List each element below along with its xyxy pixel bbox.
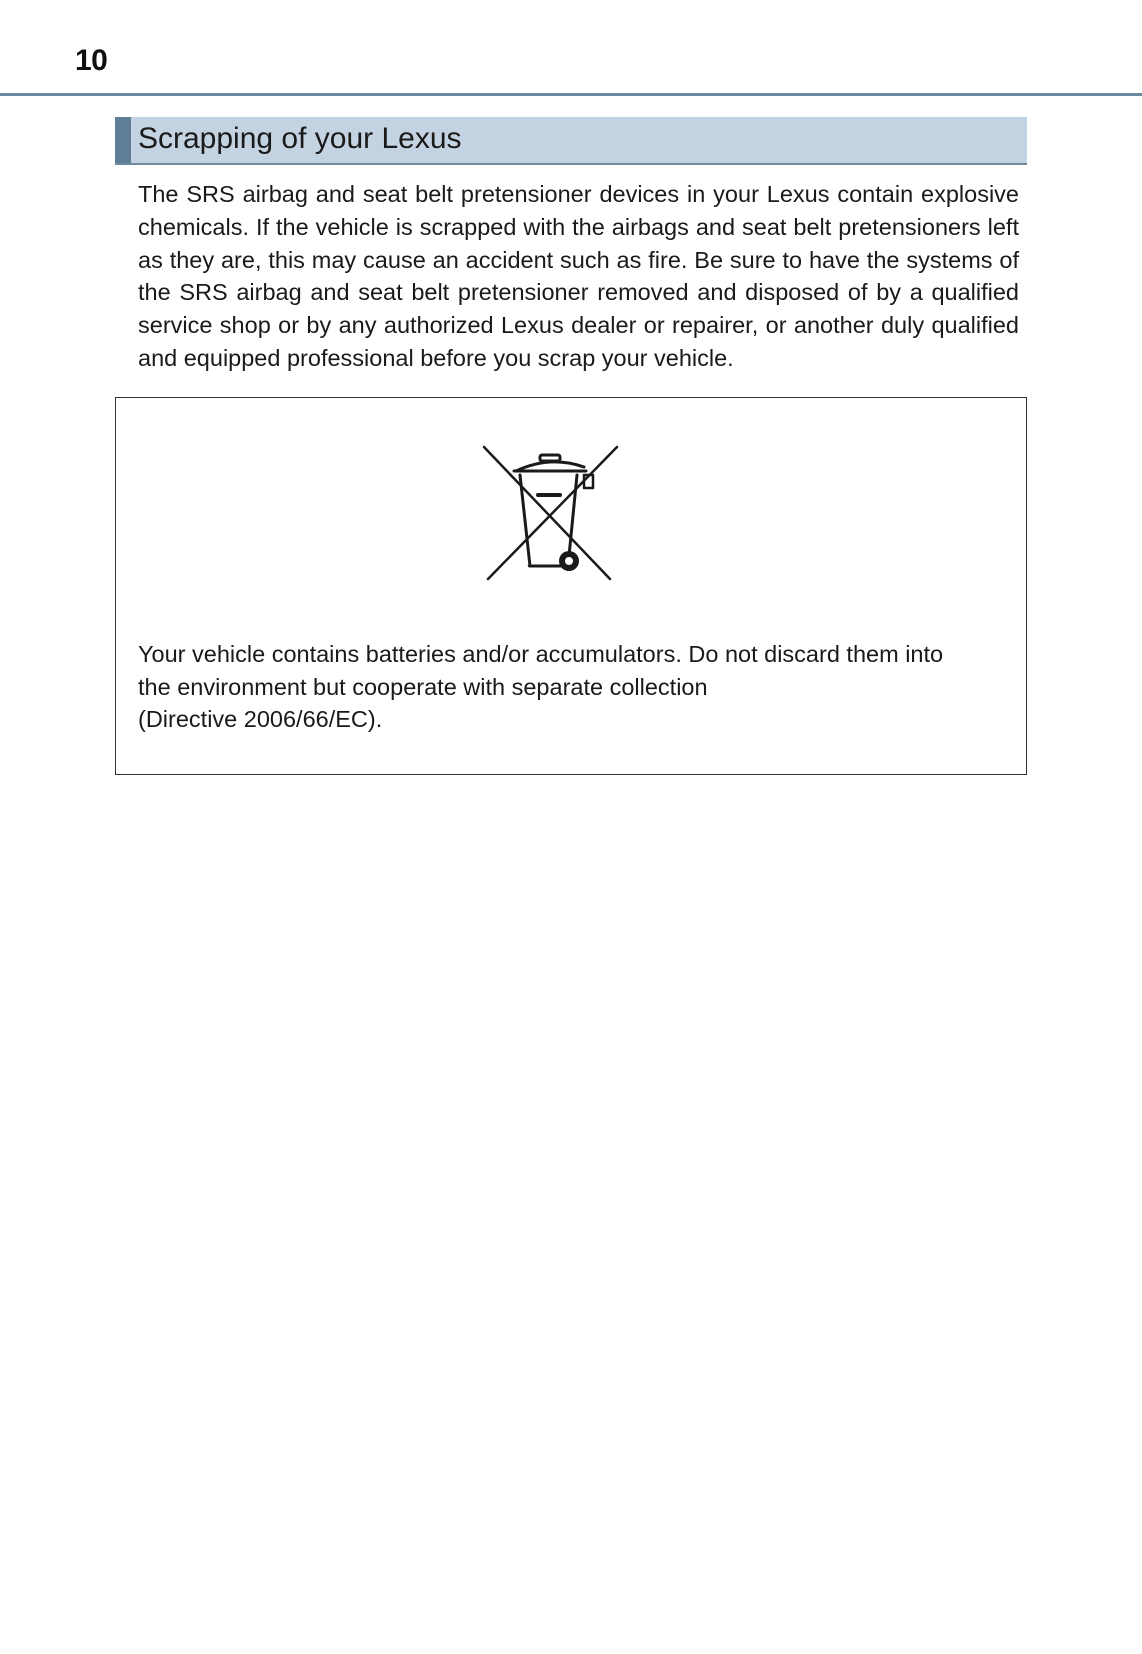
notice-line: the environment but cooperate with separate collection [138,673,708,700]
section-title: Scrapping of your Lexus [138,122,462,155]
crossed-out-wheelie-bin-icon [480,443,622,583]
section-heading-accent-bar [115,117,131,163]
section-heading [115,117,1027,165]
header-rule [0,93,1142,96]
notice-text [138,638,998,736]
section-paragraph: The SRS airbag and seat belt pretensioner devices in your Lexus contain explosive chemicals. If the vehicle is scrapped with the airbags and seat belt pretensioners left as they are, this may cause an accident such as fire. Be sure to have the systems of the SRS airbag and seat belt pretensioner removed and disposed of by a qualified service shop or by any authorized Lexus dealer or repairer, or another duly qualified and equipped professional before you scrap your vehicle. [138,181,1019,371]
notice-line: Your vehicle contains batteries and/or accumulators. Do not discard them into [138,641,944,667]
page-number: 10 [75,44,108,77]
notice-line: (Directive 2006/66/EC). [138,706,383,732]
battery-disposal-notice-box [115,397,1027,775]
